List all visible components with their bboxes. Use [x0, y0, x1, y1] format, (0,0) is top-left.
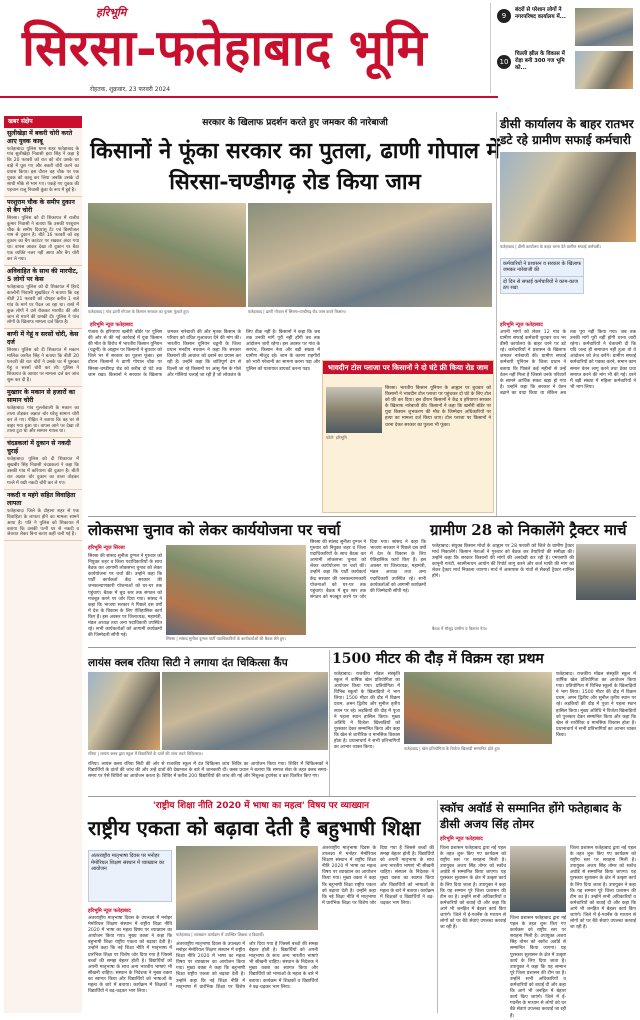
right-top-bullets: [500, 258, 584, 294]
inset-box: [322, 360, 494, 513]
race-body-a: फतेहाबाद। राजकीय मॉडल संस्कृति स्कूल में वार्षिक खेल प्रतियोगिता का आयोजन किया गया। प्रतियोगिता में विभिन्न स्कूलों के खिलाड़ियों ने भाग लिया। 1500 मीटर की दौड़ में विक्रम प्रथम, अमन द्वितीय और सुनील तृतीय स्थान पर रहे। लड़कियों की दौड़ में पूजा ने पहला स्थान हासिल किया। मुख्य अतिथि ने विजेता खिलाड़ियों को पुरस्कार देकर सम्मानित किया और कहा कि खेल से शारीरिक व मानसिक विकास होता है। प्रधानाचार्य ने सभी प्रतिभागियों का आभार व्यक्त किया।: [334, 672, 400, 751]
lok-caption: सिरसा | सांसद सुनीता दुग्गल पार्टी पदाधिकारियों के कार्यकर्ताओं की बैठक लेते हुए।: [166, 636, 286, 641]
lead-kicker: सरकार के खिलाफ प्रदर्शन करते हुए जमकर की नारेबाजी: [202, 118, 388, 128]
inset-headline: भावदीन टोल प्लाजा पर किसानों ने दो घंटे फ्री किया रोड जाम: [323, 361, 493, 374]
lok-photo: [166, 545, 306, 635]
brief-item[interactable]: [4, 197, 82, 266]
lead-byline: हरिभूमि न्यूज फतेहाबाद: [90, 322, 133, 328]
brief-title: बाणी में गेहूं व सरसों चोरी, केस दर्ज: [7, 331, 79, 347]
brief-body: फतेहाबाद। पुलिस को दी शिकायत में हिरदे कालोनी निवासी सुखविंदर ने बताया कि वह बीती 21 फरवरी को दोपहर करीब 1 बजे गांव के मार्ग पर पैदल जा रहा था। रास्ते में कुछ लोगों ने उसे रोककर मारपीट की और जान से मारने की धमकी दी। पुलिस ने पांच लोगों के खिलाफ मामला दर्ज किया है।: [7, 285, 79, 326]
lead-body: पंजाब के हरियाणा खनौरी बॉर्डर पर पुलिस की ओर से की गई कार्रवाई में युवा किसान की मौत के विरोध में भारतीय किसान यूनियन (चढूनी) के आह्वान पर किसानों ने बुधवार को जिले भर में सरकार का पुतला फूंका। इस दौरान किसानों ने ढाणी गोपाल चौक पर सिरसा-चण्डीगढ़ रोड को करीब दो घंटे तक जाम रखा। किसानों ने सरकार के खिलाफ जमकर नारेबाजी की और मृतक किसान के परिवार को उचित मुआवजा देने की मांग की। भारतीय किसान यूनियन चढूनी के जिला प्रधान मनदीप नथवान ने कहा कि सरकार किसानों की आवाज को दबाने का प्रयास कर रही है। उन्होंने कहा कि शांतिपूर्ण ढंग से दिल्ली जा रहे किसानों पर आंसू गैस के गोले और गोलियां चलाई जा रही हैं जो लोकतंत्र के लिए ठीक नहीं है। किसानों ने कहा कि जब तक उनकी मांगें पूरी नहीं होंगी तब तक आंदोलन जारी रहेगा। इस अवसर पर गांव के सरपंच, किसान नेता और बड़ी संख्या में ग्रामीण मौजूद रहे। जाम के कारण राहगीरों को भारी परेशानी का सामना करना पड़ा और पुलिस को यातायात डायवर्ट करना पड़ा।: [88, 330, 320, 378]
brief-body: फतेहाबाद। पुलिस को दी शिकायत में सुखबीर सिंह निवासी चंदडकलां ने कहा कि उसकी गांव में करियाना की दुकान है। बीती रात अज्ञात चोर दुकान का ताला तोड़कर गल्ले में रखी नकदी चोरी कर ले गए।: [7, 457, 79, 486]
tractor-headline: ग्रामीण 28 को निकालेंगे ट्रैक्टर मार्च: [430, 521, 627, 539]
lead-photo-2: [248, 203, 492, 307]
nep-body-a: अंतरराष्ट्रीय मातृभाषा दिवस के उपलक्ष्य में मनोहर मेमोरियल शिक्षण संस्थान में राष्ट्रीय शिक्षा नीति 2020 में भाषा का महत्व विषय पर व्याख्यान का आयोजन किया गया। मुख्य वक्ता ने कहा कि बहुभाषी शिक्षा राष्ट्रीय एकता को बढ़ावा देती है। उन्होंने कहा कि नई शिक्षा नीति में मातृभाषा में प्रारंभिक शिक्षा पर विशेष जोर दिया गया है जिससे बच्चों की समझ बेहतर होती है। विद्यार्थियों को अपनी मातृभाषा के साथ अन्य भारतीय भाषाएं भी सीखनी चाहिए। संस्थान के निदेशक ने मुख्य वक्ता का स्वागत किया और विद्यार्थियों को भाषाओं के महत्व के बारे में बताया। कार्यक्रम में शिक्षकों व विद्यार्थियों ने बढ़-चढ़कर भाग लिया।: [88, 916, 172, 995]
news-briefs-sidebar: [4, 116, 82, 1013]
brief-body: फतेहाबाद। गांव गुल्लोवाली के मकान का ताला तोड़कर अज्ञात चोर घरेलू सामान चोरी कर ले गए। पीड़ित ने बताया कि वह घर से बाहर गया हुआ था। वापस आने पर देखा तो ताला टूटा था और सामान गायब था।: [7, 405, 79, 435]
dental-photo-2: [162, 672, 328, 750]
masthead: [0, 0, 640, 108]
briefs-list: [4, 128, 82, 542]
divider: [88, 647, 636, 648]
right-top-bullet-2: दो दिन से सफाई कर्मचारियों ने काम-काज ठप रखा: [503, 278, 578, 291]
skoch-body-c: जिला प्रशासन फतेहाबाद द्वारा नई पहल के तहत शुरू किए गए कार्यक्रम को राष्ट्रीय स्तर पर सराहना मिली है। उपायुक्त अजय सिंह तोमर को स्कॉच अवॉर्ड से सम्मानित किया जाएगा। यह पुरस्कार सुशासन के क्षेत्र में उत्कृष्ट कार्य के लिए दिया जाता है। उपायुक्त ने कहा कि यह सम्मान पूरे जिला प्रशासन की टीम का है। उन्होंने सभी अधिकारियों व कर्मचारियों को बधाई दी और कहा कि आगे भी जनहित में बेहतर कार्य किए जाएंगे। जिले में ई-गवर्नेंस के माध्यम से लोगों को घर बैठे सेवाएं उपलब्ध करवाई जा रही हैं।: [510, 916, 567, 1019]
brief-title: सुलीखेड़ा में बकरी चोरी करते आए युवक काबू: [7, 129, 73, 145]
inset-body: सिरसा। भारतीय किसान यूनियन के आह्वान पर बुधवार को किसानों ने भावदीन टोल प्लाजा पर पहुंचकर दो घंटे के लिए टोल को फ्री कर दिया। इस दौरान किसानों ने केंद्र व हरियाणा सरकार के खिलाफ नारेबाजी की। किसानों ने कहा कि खनौरी बॉर्डर पर युवा किसान शुभकरण की मौत के जिम्मेदार अधिकारियों पर हत्या का मामला दर्ज किया जाए। टोल प्लाजा पर किसानों ने धरना देकर सरकार का पुतला भी फूंका।: [385, 386, 491, 428]
divider: [88, 796, 636, 797]
brief-body: फतेहाबाद। पुलिस थाना शहर फतेहाबाद के गांव सुलीखेड़ा निवासी हवा सिंह ने कहा है कि 20 फरवरी को रात को चोर उसके घर बाड़े में घुस गए और बकरी चोरी करने का प्रयास किया। इस दौरान वह चौक पर एक युवक को काबू कर लिया जबकि उसके दो साथी मौके से भाग गए। पकड़े गए युवक की पहचान राजू निवासी कुंडा के रूप में हुई है।: [7, 146, 79, 193]
brief-title: नकदी व महंगे सहित विवाहिता लापता: [7, 491, 76, 507]
tractor-body: फतेहाबाद। संयुक्त किसान मोर्चा के आह्वान पर 28 फरवरी को जिले के ग्रामीण ट्रैक्टर मार्च निकालेंगे। किसान नेताओं ने गुरुवार को बैठक कर तैयारियों की समीक्षा की। उन्होंने कहा कि सरकार किसानों की मांगों की अनदेखी कर रही है। एमएसपी की कानूनी गारंटी, स्वामीनाथन आयोग की रिपोर्ट लागू करने और कर्ज माफी की मांग को लेकर ट्रैक्टर मार्च निकाला जाएगा। मार्च में आसपास के गांवों से सैकड़ों ट्रैक्टर शामिल होंगे।: [432, 544, 574, 580]
dental-caption: रतिया | लायंस क्लब द्वारा स्कूल में विद्यार्थियों के दांतों की जांच करते चिकित्सक।: [88, 751, 203, 756]
masthead-kicker: हरिभूमि: [96, 6, 127, 19]
skoch-photo: [510, 846, 566, 912]
teaser-2-text[interactable]: चिल्ली झील के विकास में रोड़ा बनी 300 गज भूमि को...: [515, 51, 565, 71]
nep-photo: [176, 846, 318, 930]
race-body-b: फतेहाबाद। राजकीय मॉडल संस्कृति स्कूल में वार्षिक खेल प्रतियोगिता का आयोजन किया गया। प्रतियोगिता में विभिन्न स्कूलों के खिलाड़ियों ने भाग लिया। 1500 मीटर की दौड़ में विक्रम प्रथम, अमन द्वितीय और सुनील तृतीय स्थान पर रहे। लड़कियों की दौड़ में पूजा ने पहला स्थान हासिल किया। मुख्य अतिथि ने विजेता खिलाड़ियों को पुरस्कार देकर सम्मानित किया और कहा कि खेल से शारीरिक व मानसिक विकास होता है। प्रधानाचार्य ने सभी प्रतिभागियों का आभार व्यक्त किया।: [556, 672, 636, 738]
lok-byline: हरिभूमि न्यूज सिरसा: [88, 545, 125, 551]
brief-item[interactable]: [4, 438, 82, 490]
teaser-2-number: 10: [497, 55, 511, 69]
inset-photo: [326, 387, 382, 433]
divider: [496, 112, 497, 516]
brief-item[interactable]: [4, 490, 82, 542]
brief-title: मुख्तार के मकान से हजारों का सामान चोरी: [7, 388, 75, 404]
lead-caption-1: फतेहाबाद | गांव ढाणी गोपाल के किसान सरकार का पुतला फूंकते हुए।: [88, 309, 190, 314]
teaser-1-number: 9: [497, 9, 511, 23]
race-headline: 1500 मीटर की दौड़ में विक्रम रहा प्रथम: [332, 651, 544, 667]
tractor-photo: [576, 544, 636, 600]
nep-caption: फतेहाबाद | व्याख्यान कार्यक्रम में उपस्थित शिक्षक व विद्यार्थी।: [176, 932, 265, 937]
skoch-byline: हरिभूमि न्यूज फतेहाबाद: [440, 836, 483, 842]
divider: [437, 800, 438, 1013]
divider: [88, 516, 636, 517]
brief-item[interactable]: [4, 387, 82, 439]
brief-item[interactable]: [4, 128, 82, 197]
lead-photo-1: [88, 203, 246, 307]
divider: [329, 650, 330, 796]
nep-body-b: अंतरराष्ट्रीय मातृभाषा दिवस के उपलक्ष्य में मनोहर मेमोरियल शिक्षण संस्थान में राष्ट्रीय शिक्षा नीति 2020 में भाषा का महत्व विषय पर व्याख्यान का आयोजन किया गया। मुख्य वक्ता ने कहा कि बहुभाषी शिक्षा राष्ट्रीय एकता को बढ़ावा देती है। उन्होंने कहा कि नई शिक्षा नीति में मातृभाषा में प्रारंभिक शिक्षा पर विशेष जोर दिया गया है जिससे बच्चों की समझ बेहतर होती है। विद्यार्थियों को अपनी मातृभाषा के साथ अन्य भारतीय भाषाएं भी सीखनी चाहिए। संस्थान के निदेशक ने मुख्य वक्ता का स्वागत किया और विद्यार्थियों को भाषाओं के महत्व के बारे में बताया। कार्यक्रम में शिक्षकों व विद्यार्थियों ने बढ़-चढ़कर भाग लिया।: [322, 846, 434, 906]
lead-caption-2: फतेहाबाद | ढाणी गोपाल में सिरसा-चण्डीगढ़ रोड जाम करते किसान।: [248, 309, 347, 314]
masthead-rule: [0, 96, 498, 98]
skoch-body-a: जिला प्रशासन फतेहाबाद द्वारा नई पहल के तहत शुरू किए गए कार्यक्रम को राष्ट्रीय स्तर पर सराहना मिली है। उपायुक्त अजय सिंह तोमर को स्कॉच अवॉर्ड से सम्मानित किया जाएगा। यह पुरस्कार सुशासन के क्षेत्र में उत्कृष्ट कार्य के लिए दिया जाता है। उपायुक्त ने कहा कि यह सम्मान पूरे जिला प्रशासन की टीम का है। उन्होंने सभी अधिकारियों व कर्मचारियों को बधाई दी और कहा कि आगे भी जनहित में बेहतर कार्य किए जाएंगे। जिले में ई-गवर्नेंस के माध्यम से लोगों को घर बैठे सेवाएं उपलब्ध करवाई जा रही हैं।: [440, 846, 506, 931]
tractor-caption: बैठक में मौजूद ग्रामीण व किसान नेता।: [432, 626, 488, 631]
right-top-headline: डीसी कार्यालय के बाहर रातभर डटे रहे ग्रामीण सफाई कर्मचारी: [500, 117, 634, 147]
brief-body: सिरसा। पुलिस को दी शिकायत में मकान मालिक जरनैल सिंह ने बताया कि बीती 20 फरवरी की रात चोरों ने उसके घर में घुसकर गेहूं व सरसों चोरी कर ली। पुलिस ने शिकायत के आधार पर मामला दर्ज कर जांच शुरू कर दी है।: [7, 348, 79, 383]
sidebar-header: खबर संक्षेप: [4, 116, 82, 128]
brief-item[interactable]: [4, 329, 82, 386]
teaser-1-photo: [575, 8, 633, 46]
nep-byline: हरिभूमि न्यूज फतेहाबाद: [88, 908, 131, 914]
right-top-byline: हरिभूमि न्यूज फतेहाबाद: [500, 322, 543, 328]
inset-caption: फोटो: हरिभूमि: [326, 435, 347, 440]
right-top-photo: [500, 152, 636, 242]
skoch-headline: स्कॉच अवॉर्ड से सम्मानित होंगे फतेहाबाद के डीसी अजय सिंह तोमर: [440, 801, 622, 831]
lok-body-b: सिरसा की सांसद सुनीता दुग्गल ने गुरुवार को नियुक्त शहर व जिला पदाधिकारियों के साथ बैठक कर आगामी लोकसभा चुनाव को लेकर कार्ययोजना पर चर्चा की। उन्होंने कहा कि पार्टी कार्यकर्ता केंद्र सरकार की जनकल्याणकारी योजनाओं को घर-घर तक पहुंचाएं। बैठक में बूथ स्तर तक संगठन को मजबूत करने पर जोर दिया गया। सांसद ने कहा कि भाजपा सरकार ने पिछले दस वर्षों में देश के विकास के लिए ऐतिहासिक कार्य किए हैं। इस अवसर पर जिलाध्यक्ष, महामंत्री, मंडल अध्यक्ष तथा अन्य पदाधिकारी उपस्थित रहे। सभी कार्यकर्ताओं को आगामी कार्यक्रमों की जिम्मेदारी सौंपी गई।: [310, 540, 426, 600]
lok-body-a: सिरसा की सांसद सुनीता दुग्गल ने गुरुवार को नियुक्त शहर व जिला पदाधिकारियों के साथ बैठक कर आगामी लोकसभा चुनाव को लेकर कार्ययोजना पर चर्चा की। उन्होंने कहा कि पार्टी कार्यकर्ता केंद्र सरकार की जनकल्याणकारी योजनाओं को घर-घर तक पहुंचाएं। बैठक में बूथ स्तर तक संगठन को मजबूत करने पर जोर दिया गया। सांसद ने कहा कि भाजपा सरकार ने पिछले दस वर्षों में देश के विकास के लिए ऐतिहासिक कार्य किए हैं। इस अवसर पर जिलाध्यक्ष, महामंत्री, मंडल अध्यक्ष तथा अन्य पदाधिकारी उपस्थित रहे। सभी कार्यकर्ताओं को आगामी कार्यक्रमों की जिम्मेदारी सौंपी गई।: [88, 554, 162, 639]
nep-body-c: अंतरराष्ट्रीय मातृभाषा दिवस के उपलक्ष्य में मनोहर मेमोरियल शिक्षण संस्थान में राष्ट्रीय शिक्षा नीति 2020 में भाषा का महत्व विषय पर व्याख्यान का आयोजन किया गया। मुख्य वक्ता ने कहा कि बहुभाषी शिक्षा राष्ट्रीय एकता को बढ़ावा देती है। उन्होंने कहा कि नई शिक्षा नीति में मातृभाषा में प्रारंभिक शिक्षा पर विशेष जोर दिया गया है जिससे बच्चों की समझ बेहतर होती है। विद्यार्थियों को अपनी मातृभाषा के साथ अन्य भारतीय भाषाएं भी सीखनी चाहिए। संस्थान के निदेशक ने मुख्य वक्ता का स्वागत किया और विद्यार्थियों को भाषाओं के महत्व के बारे में बताया। कार्यक्रम में शिक्षकों व विद्यार्थियों ने बढ़-चढ़कर भाग लिया।: [176, 942, 318, 990]
dental-headline: लायंस क्लब रतिया सिटी ने लगाया दंत चिकित्सा कैंप: [88, 657, 288, 669]
teaser-1-text[interactable]: बंदरों से परेशान लोगों ने नगरपरिषद कार्यालय में...: [515, 7, 566, 20]
brief-title: चंदडकलां में दुकान से नकदी चुराई: [7, 440, 71, 456]
nep-kicker: 'राष्ट्रीय शिक्षा नीति 2020 में भाषा का महत्व' विषय पर व्याख्यान: [152, 801, 370, 811]
nep-bullet: अंतरराष्ट्रीय मातृभाषा दिवस पर मनोहर मेमोरियल शिक्षण संस्थान में व्याख्यान का आयोजन: [88, 850, 172, 902]
teasers: [490, 3, 636, 93]
brief-item[interactable]: [4, 266, 82, 329]
dental-photo-1: [88, 672, 160, 750]
right-top-bullet-1: कर्मचारियों ने प्रशासन व सरकार के खिलाफ जमकर नारेबाजी की: [501, 259, 583, 277]
race-photo: [404, 672, 552, 744]
right-top-caption: फतेहाबाद | डीसी कार्यालय के बाहर धरना देते ग्रामीण सफाई कर्मचारी।: [500, 244, 601, 249]
brief-title: अविवाहित के साथ की मारपीट, 5 लोगों पर केस: [7, 268, 79, 283]
dental-body: रतिया। लायंस क्लब रतिया सिटी की ओर से राजकीय स्कूल में दंत चिकित्सा जांच शिविर का आयोजन किया गया। शिविर में चिकित्सकों ने विद्यार्थियों के दांतों की जांच की और उन्हें दांतों की देखभाल के बारे में जानकारी दी। क्लब प्रधान ने बताया कि समाज सेवा के तहत क्लब समय-समय पर ऐसे शिविरों का आयोजन करता है। शिविर में करीब 200 विद्यार्थियों की जांच की गई और निशुल्क टूथपेस्ट व ब्रश वितरित किए गए।: [88, 762, 328, 780]
brief-title: परशुराम चौक के समीप दुकान से बैग चोरी: [7, 198, 75, 214]
race-caption: फतेहाबाद | खेल प्रतियोगिता के विजेता खिलाड़ी सम्मानित होते हुए।: [404, 746, 501, 751]
nep-headline: राष्ट्रीय एकता को बढ़ावा देती है बहुभाषी शिक्षा: [88, 816, 421, 840]
lok-headline: लोकसभा चुनाव को लेकर कार्ययोजना पर चर्चा: [88, 521, 341, 539]
right-top-body: अपनी मांगों को लेकर 12 गांव के ग्रामीण सफाई कर्मचारी बुधवार रात भर डीसी कार्यालय के बाहर धरने पर डटे रहे। कर्मचारियों ने प्रशासन के खिलाफ जमकर नारेबाजी की। ग्रामीण सफाई कर्मचारी यूनियन के जिला प्रधान ने बताया कि पिछले कई महीनों से उन्हें वेतन नहीं मिला है जिससे उनके परिवारों के सामने आर्थिक संकट खड़ा हो गया है। उन्होंने कहा कि सरकार ने वेतन बढ़ाने का वादा किया था लेकिन अब तक पूरा नहीं किया गया। जब तक उनकी मांगें पूरी नहीं होंगी धरना जारी रहेगा। कर्मचारियों ने चेतावनी दी कि यदि जल्द ही समाधान नहीं हुआ तो वे आंदोलन को तेज करेंगे। ग्रामीण सफाई कर्मचारियों को पक्का करने, समान काम समान वेतन लागू करने तथा ठेका प्रथा समाप्त करने की मांग भी की गई। धरने में बड़ी संख्या में महिला कर्मचारियों ने भी भाग लिया।: [500, 330, 636, 396]
brief-body: सिरसा। पुलिस को दी शिकायत में राजीव कुमार निवासी ने बताया कि उसकी परशुराम चौक के समीप दिव्यांशु टेंट एवं डिस्पोजल नाम से दुकान है। बीते 16 फरवरी को वह दुकान का बैग काउंटर पर रखकर अंदर गया था। वापस आकर देखा तो दुकान पर बैठा एक व्यक्ति नजर नहीं आया और बैग चोरी कर ले गया।: [7, 215, 79, 263]
brief-body: फतेहाबाद। जिले के टोहाना शहर से एक विवाहिता के लापता होने का मामला सामने आया है। पति ने पुलिस को शिकायत में बताया कि उसकी पत्नी घर से नकदी व जेवरात लेकर बिना बताए कहीं चली गई है।: [7, 508, 79, 538]
skoch-body-b: जिला प्रशासन फतेहाबाद द्वारा नई पहल के तहत शुरू किए गए कार्यक्रम को राष्ट्रीय स्तर पर सराहना मिली है। उपायुक्त अजय सिंह तोमर को स्कॉच अवॉर्ड से सम्मानित किया जाएगा। यह पुरस्कार सुशासन के क्षेत्र में उत्कृष्ट कार्य के लिए दिया जाता है। उपायुक्त ने कहा कि यह सम्मान पूरे जिला प्रशासन की टीम का है। उन्होंने सभी अधिकारियों व कर्मचारियों को बधाई दी और कहा कि आगे भी जनहित में बेहतर कार्य किए जाएंगे। जिले में ई-गवर्नेंस के माध्यम से लोगों को घर बैठे सेवाएं उपलब्ध करवाई जा रही हैं।: [570, 846, 636, 931]
masthead-title: सिरसा-फतेहाबाद भूमि: [22, 18, 427, 77]
teaser-2-photo: [575, 51, 633, 89]
lead-headline: किसानों ने फूंका सरकार का पुतला, ढाणी गोपाल में सिरसा-चण्डीगढ़ रोड किया जाम: [90, 138, 500, 195]
masthead-dateline: रोहतक, शुक्रवार, 23 फरवरी 2024: [90, 86, 171, 93]
